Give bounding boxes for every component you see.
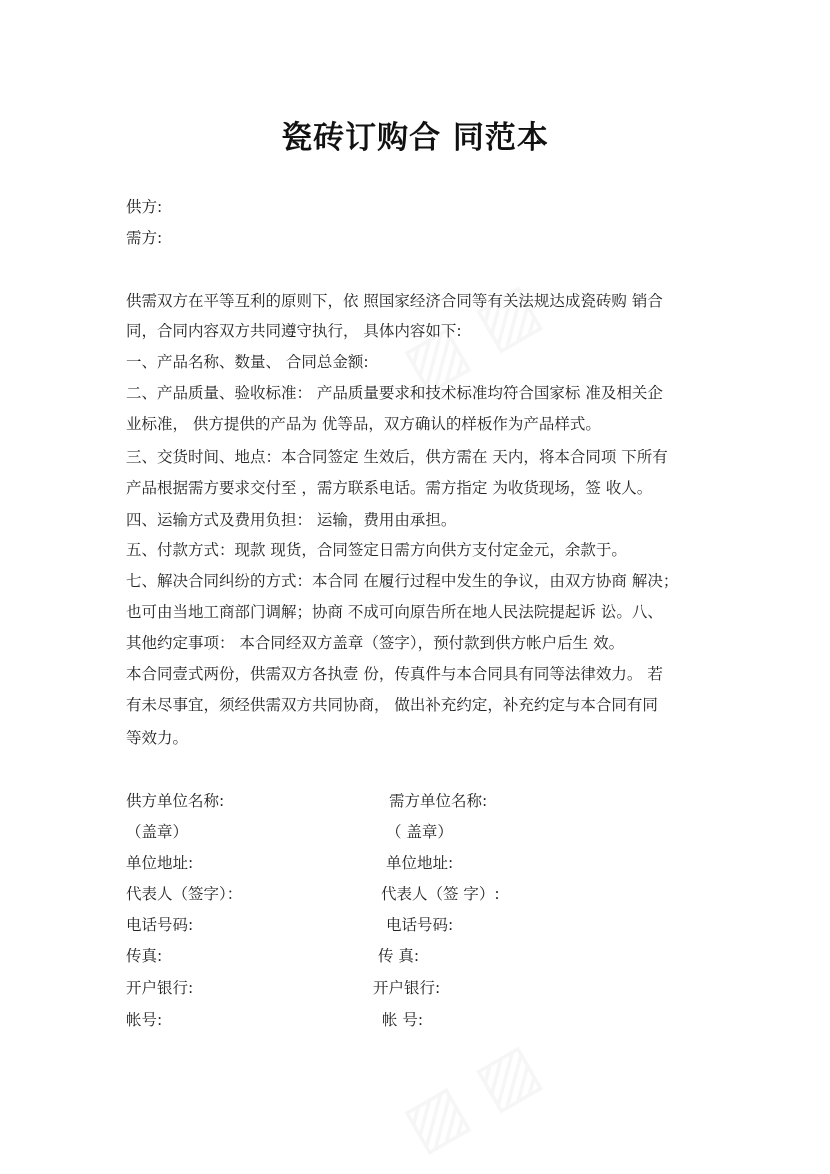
watermark: ▨ ▨ [391,1029,553,1165]
paragraph-line: 同，合同内容双方共同遵守执行， 具体内容如下: [126,322,462,340]
paragraph-line: 七、解决合同纠纷的方式：本合同 在履行过程中发生的争议，由双方协商 解决； [126,572,679,590]
paragraph-line: 业标准， 供方提供的产品为 优等品，双方确认的样板作为产品样式。 [126,415,601,433]
buyer-bank-label: 开户银行: [373,979,441,997]
supplier-company-name-label: 供方单位名称: [126,792,225,810]
paragraph-line: 五、付款方式：现款 现货，合同签定日需方向供方支付定金元，余款于。 [126,541,627,559]
buyer-seal-label: （ 盖章） [386,823,453,841]
supplier-representative-label: 代表人（签字）： [126,885,243,903]
paragraph-line: 一、产品名称、数量、 合同总金额: [126,353,369,371]
supplier-bank-label: 开户银行: [126,979,194,997]
buyer-label: 需方: [126,229,163,247]
supplier-label: 供方: [126,198,163,216]
buyer-company-name-label: 需方单位名称: [389,792,488,810]
buyer-representative-label: 代表人（签 字）: [381,885,500,903]
supplier-address-label: 单位地址: [126,854,194,872]
supplier-seal-label: （盖章） [126,823,189,841]
buyer-account-label: 帐 号: [382,1011,424,1029]
paragraph-line: 也可由当地工商部门调解；协商 不成可向原告所在地人民法院提起诉 讼。八、 [126,603,663,621]
paragraph-line: 本合同壹式两份，供需双方各执壹 份，传真件与本合同具有同等法律效力。 若 [126,665,663,683]
supplier-fax-label: 传真: [126,947,163,965]
watermark: ▨ ▨ [391,269,553,405]
buyer-phone-label: 电话号码: [386,916,454,934]
paragraph-line: 供需双方在平等互利的原则下，依 照国家经济合同等有关法规达成瓷砖购 销合 [126,292,663,310]
paragraph-line: 三、交货时间、地点：本合同签定 生效后，供方需在 天内，将本合同项 下所有 [126,448,668,466]
buyer-address-label: 单位地址: [386,854,454,872]
paragraph-line: 其他约定事项： 本合同经双方盖章（签字），预付款到供方帐户后生 效。 [126,634,625,652]
buyer-fax-label: 传 真: [378,947,420,965]
paragraph-line: 产品根据需方要求交付至 ，需方联系电话。需方指定 为收货现场，签 收人。 [126,479,653,497]
paragraph-line: 等效力。 [126,729,189,747]
paragraph-line: 四、运输方式及费用负担： 运输，费用由承担。 [126,511,457,529]
supplier-phone-label: 电话号码: [126,916,194,934]
paragraph-line: 有未尽事宜，须经供需双方共同协商， 做出补充约定，补充约定与本合同有同 [126,696,658,714]
paragraph-line: 二、产品质量、验收标准： 产品质量要求和技术标准均符合国家标 准及相关企 [126,384,663,402]
document-title: 瓷砖订购合 同范本 [281,120,549,156]
supplier-account-label: 帐号: [126,1011,163,1029]
